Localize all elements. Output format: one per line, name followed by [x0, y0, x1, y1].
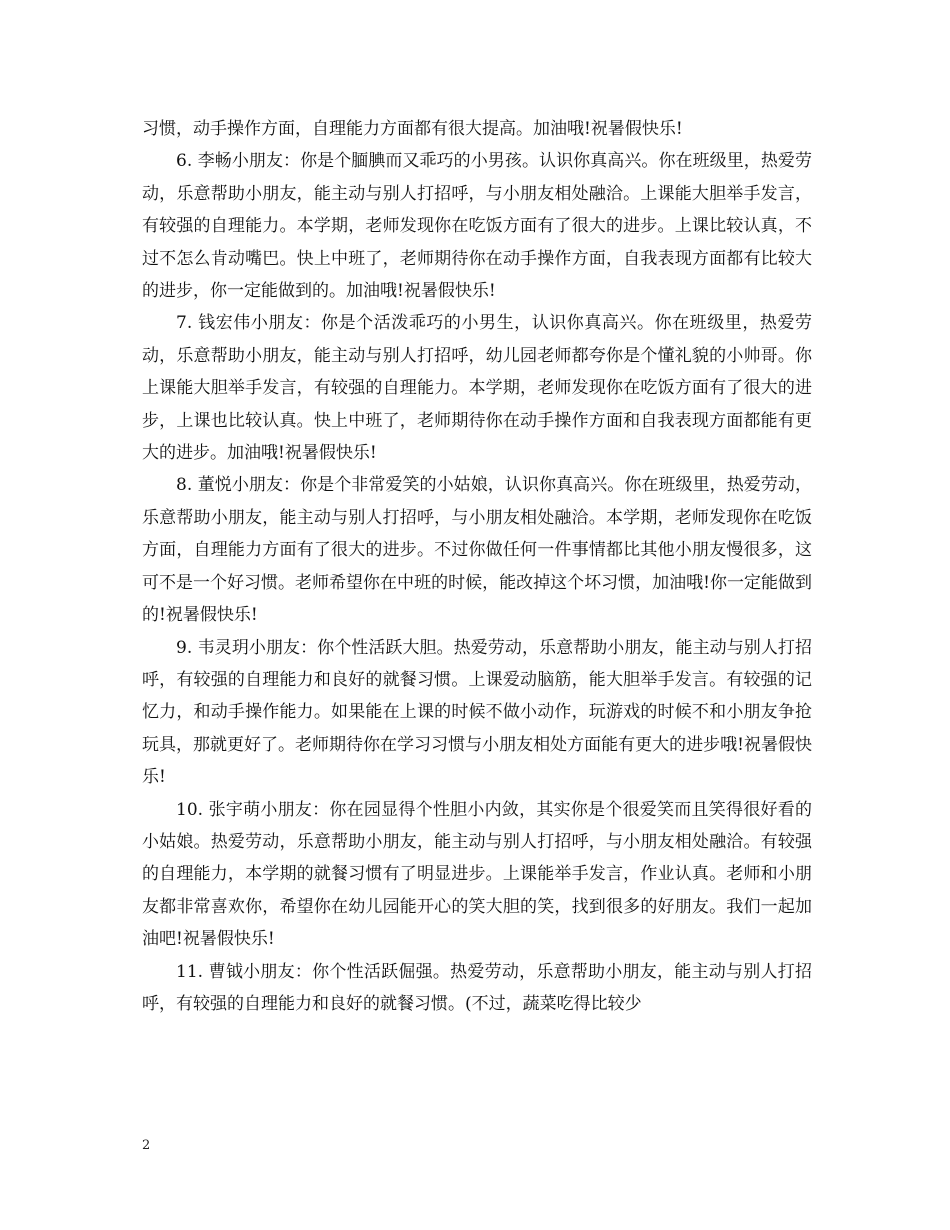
- paragraph-item-8: 8. 董悦小朋友：你是个非常爱笑的小姑娘，认识你真高兴。你在班级里，热爱劳动，乐意帮助小朋友，能主动与别人打招呼，与小朋友相处融洽。本学期，老师发现你在吃饭方面，自理能力方面有了很大的进步。不过你做任何一件事情都比其他小朋友慢很多，这可不是一个好习惯。老师希望你在中班的时候，能改掉这个坏习惯，加油哦!你一定能做到的!祝暑假快乐!: [142, 475, 812, 626]
- paragraph-item-9: 9. 韦灵玥小朋友：你个性活跃大胆。热爱劳动，乐意帮助小朋友，能主动与别人打招呼，有较强的自理能力和良好的就餐习惯。上课爱动脑筋，能大胆举手发言。有较强的记忆力，和动手操作能力。如果能在上课的时候不做小动作，玩游戏的时候不和小朋友争抢玩具，那就更好了。老师期待你在学习习惯与小朋友相处方面能有更大的进步哦!祝暑假快乐!: [142, 637, 812, 788]
- paragraph-continuation: 习惯，动手操作方面，自理能力方面都有很大提高。加油哦!祝暑假快乐!: [142, 119, 683, 139]
- paragraph-item-11: 11. 曹钺小朋友：你个性活跃倔强。热爱劳动，乐意帮助小朋友，能主动与别人打招呼，有较强的自理能力和良好的就餐习惯。(不过，蔬菜吃得比较少: [142, 961, 812, 1014]
- paragraph-item-7: 7. 钱宏伟小朋友：你是个活泼乖巧的小男生，认识你真高兴。你在班级里，热爱劳动，乐意帮助小朋友，能主动与别人打招呼，幼儿园老师都夸你是个懂礼貌的小帅哥。你上课能大胆举手发言，有较强的自理能力。本学期，老师发现你在吃饭方面有了很大的进步，上课也比较认真。快上中班了，老师期待你在动手操作方面和自我表现方面都能有更大的进步。加油哦!祝暑假快乐!: [142, 313, 812, 464]
- document-body: [142, 113, 812, 1020]
- page-number: 2: [142, 1138, 151, 1153]
- paragraph-item-6: 6. 李畅小朋友：你是个腼腆而又乖巧的小男孩。认识你真高兴。你在班级里，热爱劳动，乐意帮助小朋友，能主动与别人打招呼，与小朋友相处融洽。上课能大胆举手发言，有较强的自理能力。本学期，老师发现你在吃饭方面有了很大的进步。上课比较认真，不过不怎么肯动嘴巴。快上中班了，老师期待你在动手操作方面，自我表现方面都有比较大的进步，你一定能做到的。加油哦!祝暑假快乐!: [142, 151, 812, 302]
- paragraph-item-10: 10. 张宇萌小朋友：你在园显得个性胆小内敛，其实你是个很爱笑而且笑得很好看的小姑娘。热爱劳动，乐意帮助小朋友，能主动与别人打招呼，与小朋友相处融洽。有较强的自理能力，本学期的就餐习惯有了明显进步。上课能举手发言，作业认真。老师和小朋友都非常喜欢你，希望你在幼儿园能开心的笑大胆的笑，找到很多的好朋友。我们一起加油吧!祝暑假快乐!: [142, 799, 812, 950]
